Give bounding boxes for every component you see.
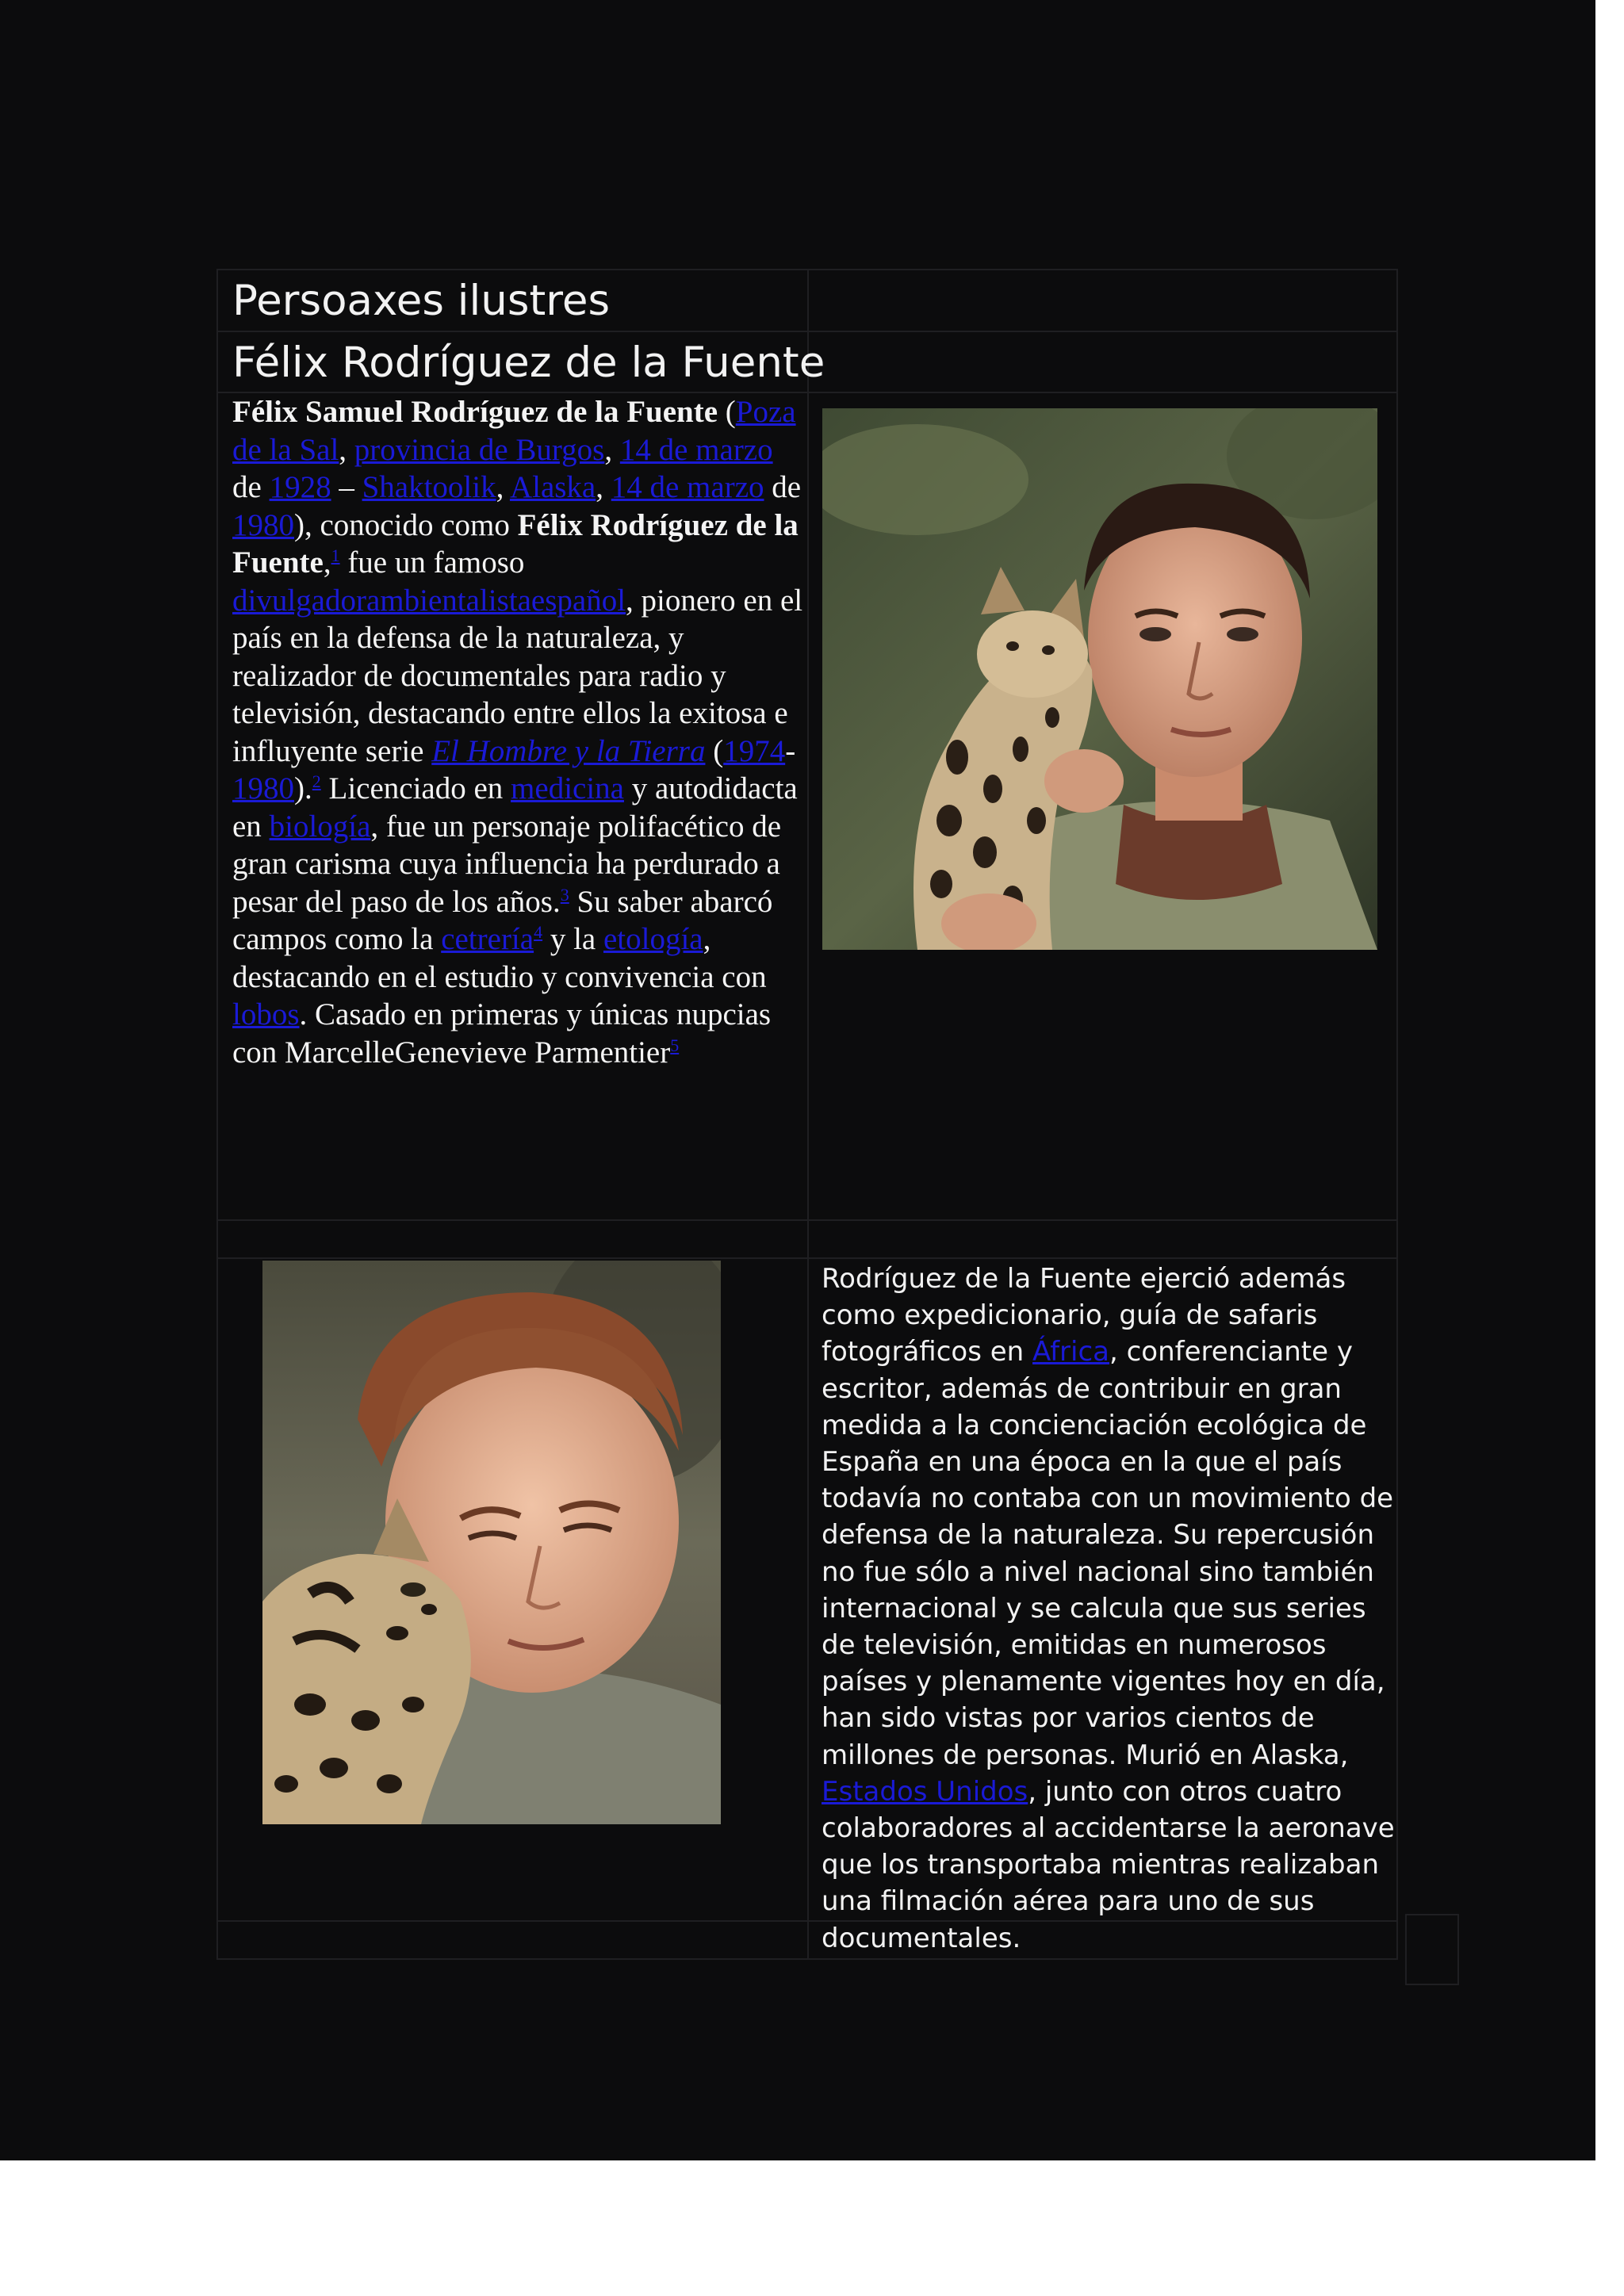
link-lobos[interactable]: lobos (232, 997, 300, 1031)
link-profession[interactable]: divulgadorambientalistaespañol (232, 583, 626, 618)
text-fragment: ). (294, 771, 312, 806)
portrait-photo-with-ocelot (822, 408, 1377, 950)
link-alaska[interactable]: Alaska (509, 470, 596, 504)
link-estados-unidos[interactable]: Estados Unidos (822, 1775, 1028, 1808)
text-fragment: , (339, 432, 354, 467)
link-medicina[interactable]: medicina (511, 771, 624, 806)
link-cetreria[interactable]: cetrería (441, 922, 534, 956)
link-shaktoolik[interactable]: Shaktoolik (362, 470, 496, 504)
text-fragment: Su saber abarcó campos como la (232, 884, 773, 956)
text-fragment: y autodidacta en (232, 771, 798, 844)
series-title: El Hombre y la Tierra (431, 733, 706, 768)
text-fragment: , pionero en el país en la defensa de la naturaleza, y realizador de documentales para radio y televisión, destacando entre ellos la exitosa e influyente serie (232, 583, 803, 768)
link-africa[interactable]: África (1032, 1336, 1109, 1368)
text-fragment: ), conocido como (294, 507, 518, 542)
text-fragment: , fue un personaje polifacético de gran carisma cuya influencia ha perdurado a pesar del paso de los años. (232, 809, 781, 919)
reference-5[interactable]: 5 (670, 1035, 680, 1055)
text-fragment: y la (542, 922, 603, 956)
link-etologia[interactable]: etología (603, 922, 703, 956)
side-frame (1405, 1914, 1459, 1985)
link-provincia-de-burgos[interactable]: provincia de Burgos (354, 432, 605, 467)
link-biologia[interactable]: biología (269, 809, 371, 844)
link-poza-de-la-sal[interactable]: Poza de la Sal (232, 395, 796, 467)
text-fragment: fue un famoso (339, 545, 525, 580)
reference-4[interactable]: 4 (534, 922, 543, 942)
text-fragment: , (604, 432, 620, 467)
link-birth-date[interactable]: 14 de marzo (619, 432, 773, 467)
biography-paragraph (232, 393, 803, 1071)
link-series-end[interactable]: 1980 (232, 771, 294, 806)
link-death-year[interactable]: 1980 (232, 507, 294, 542)
reference-2[interactable]: 2 (312, 771, 321, 791)
text-fragment: , (596, 470, 611, 504)
text-fragment: . Casado en primeras y únicas nupcias con MarcelleGenevieve Parmentier (232, 997, 772, 1070)
table-border (216, 269, 218, 1960)
link-series-title[interactable] (431, 734, 705, 768)
text-fragment: ( (725, 395, 736, 429)
table-border (807, 269, 809, 1960)
text-fragment: de (232, 470, 270, 504)
text-fragment: - (785, 733, 796, 768)
text-fragment: ( (705, 733, 724, 768)
continuation-paragraph (822, 1261, 1400, 1957)
text-fragment: de (764, 470, 802, 504)
link-birth-year[interactable]: 1928 (269, 470, 331, 504)
section-heading: Persoaxes ilustres (232, 277, 611, 325)
person-heading: Félix Rodríguez de la Fuente (232, 339, 825, 387)
full-name: Félix Samuel Rodríguez de la Fuente (232, 395, 718, 429)
text-fragment: – (331, 470, 362, 504)
link-series-start[interactable]: 1974 (723, 733, 786, 768)
text-fragment: , destacando en el estudio y convivencia con (232, 922, 767, 994)
text-fragment: Rodríguez de la Fuente ejerció además como expedicionario, guía de safaris fotográficos en (822, 1263, 1346, 1368)
reference-3[interactable]: 3 (560, 884, 569, 905)
reference-1[interactable]: 1 (331, 545, 340, 565)
text-fragment: , junto con otros cuatro colaboradores al accidentarse la aeronave que los transportaba mientras realizaban una filmación aérea para uno de sus documentales. (822, 1775, 1395, 1954)
portrait-photo-with-ocelot-2 (262, 1261, 721, 1824)
text-fragment: , (323, 545, 331, 580)
text-fragment: , conferenciante y escritor, además de contribuir en gran medida a la concienciación ecológica de España en una época en la que el país todavía no contaba con un movimiento de defensa de la naturaleza. Su repercusión no fue sólo a nivel nacional sino también internacional y se calcula que sus series de televisión, emitidas en numerosos países y plenamente vigentes hoy en día, han sido vistas por varios cientos de millones de personas. Murió en Alaska, (822, 1336, 1394, 1771)
text-fragment: Licenciado en (320, 771, 511, 806)
link-death-date[interactable]: 14 de marzo (611, 470, 764, 504)
short-name: Félix Rodríguez de la Fuente (232, 507, 799, 580)
text-fragment: , (496, 470, 510, 504)
